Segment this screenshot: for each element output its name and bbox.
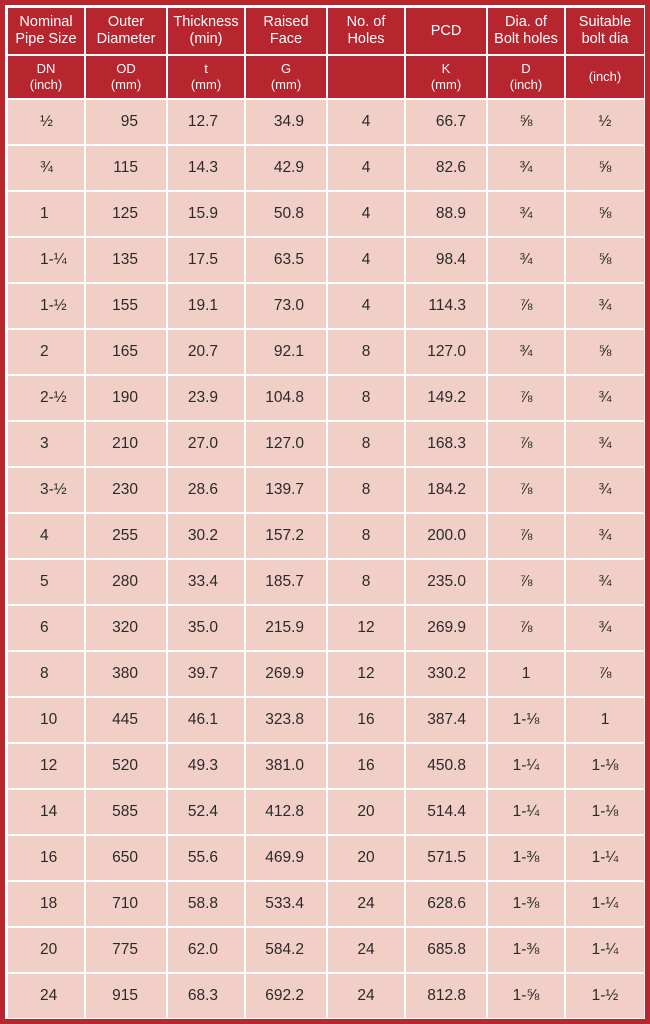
- header-raised-face-line-1: Raised: [263, 14, 309, 30]
- unit-nominal-pipe-size-line-1: DN: [36, 61, 56, 76]
- cell-pcd: 330.2: [405, 651, 487, 697]
- cell-pcd: 149.2: [405, 375, 487, 421]
- cell-outer-diameter: 135: [85, 237, 167, 283]
- cell-outer-diameter: 255: [85, 513, 167, 559]
- cell-outer-diameter: 775: [85, 927, 167, 973]
- cell-no-of-holes: 20: [327, 835, 405, 881]
- table-row: [7, 789, 645, 835]
- cell-no-of-holes: 8: [327, 559, 405, 605]
- cell-pcd: 812.8: [405, 973, 487, 1019]
- cell-raised-face: 381.0: [245, 743, 327, 789]
- cell-thickness: 27.0: [167, 421, 245, 467]
- cell-no-of-holes: 4: [327, 283, 405, 329]
- table-row: [7, 421, 645, 467]
- cell-raised-face: 127.0: [245, 421, 327, 467]
- table-row: [7, 697, 645, 743]
- cell-thickness: 68.3: [167, 973, 245, 1019]
- cell-raised-face: 185.7: [245, 559, 327, 605]
- cell-suitable-bolt-dia: 1-⅛: [565, 789, 645, 835]
- cell-thickness: 17.5: [167, 237, 245, 283]
- cell-thickness: 20.7: [167, 329, 245, 375]
- cell-dia-of-bolt-holes: ¾: [487, 329, 565, 375]
- table-row: [7, 651, 645, 697]
- flange-table-frame: [5, 5, 645, 1019]
- cell-dia-of-bolt-holes: 1: [487, 651, 565, 697]
- unit-suitable-bolt-dia-line-2: (inch): [588, 69, 622, 84]
- header-nominal-pipe-size-line-1: Nominal: [19, 14, 73, 30]
- cell-raised-face: 692.2: [245, 973, 327, 1019]
- table-header: [7, 7, 645, 99]
- cell-thickness: 14.3: [167, 145, 245, 191]
- header-suitable-bolt-dia-line-2: bolt dia: [581, 31, 629, 47]
- cell-no-of-holes: 8: [327, 467, 405, 513]
- cell-no-of-holes: 12: [327, 651, 405, 697]
- cell-nominal-pipe-size: 10: [7, 697, 85, 743]
- cell-no-of-holes: 8: [327, 329, 405, 375]
- header-outer-diameter-line-2: Diameter: [96, 31, 156, 47]
- cell-nominal-pipe-size: 1: [7, 191, 85, 237]
- cell-dia-of-bolt-holes: ⅞: [487, 559, 565, 605]
- cell-nominal-pipe-size: 20: [7, 927, 85, 973]
- cell-nominal-pipe-size: 18: [7, 881, 85, 927]
- cell-pcd: 571.5: [405, 835, 487, 881]
- table-row: [7, 237, 645, 283]
- cell-thickness: 33.4: [167, 559, 245, 605]
- cell-raised-face: 73.0: [245, 283, 327, 329]
- header-dia-of-bolt-holes-line-2: Bolt holes: [494, 31, 558, 47]
- cell-pcd: 66.7: [405, 99, 487, 145]
- cell-thickness: 55.6: [167, 835, 245, 881]
- cell-dia-of-bolt-holes: 1-⅜: [487, 927, 565, 973]
- cell-outer-diameter: 190: [85, 375, 167, 421]
- cell-dia-of-bolt-holes: ⅞: [487, 467, 565, 513]
- table-row: [7, 881, 645, 927]
- cell-dia-of-bolt-holes: ⅞: [487, 375, 565, 421]
- unit-outer-diameter-line-2: (mm): [110, 77, 142, 92]
- cell-outer-diameter: 115: [85, 145, 167, 191]
- cell-thickness: 58.8: [167, 881, 245, 927]
- cell-pcd: 98.4: [405, 237, 487, 283]
- cell-pcd: 450.8: [405, 743, 487, 789]
- table-row: [7, 927, 645, 973]
- table-row: [7, 329, 645, 375]
- cell-suitable-bolt-dia: ¾: [565, 513, 645, 559]
- cell-suitable-bolt-dia: ¾: [565, 559, 645, 605]
- header-pcd: [405, 7, 487, 55]
- cell-thickness: 30.2: [167, 513, 245, 559]
- cell-nominal-pipe-size: 4: [7, 513, 85, 559]
- unit-no-of-holes: [327, 55, 405, 99]
- cell-thickness: 23.9: [167, 375, 245, 421]
- cell-outer-diameter: 915: [85, 973, 167, 1019]
- table-row: [7, 743, 645, 789]
- unit-nominal-pipe-size-line-2: (inch): [29, 77, 63, 92]
- cell-thickness: 62.0: [167, 927, 245, 973]
- cell-suitable-bolt-dia: ¾: [565, 605, 645, 651]
- header-nominal-pipe-size: [7, 7, 85, 55]
- cell-dia-of-bolt-holes: 1-¼: [487, 743, 565, 789]
- table-row: [7, 99, 645, 145]
- header-outer-diameter: [85, 7, 167, 55]
- unit-raised-face: [245, 55, 327, 99]
- cell-dia-of-bolt-holes: ¾: [487, 191, 565, 237]
- cell-nominal-pipe-size: 5: [7, 559, 85, 605]
- header-no-of-holes-line-1: No. of: [346, 14, 386, 30]
- header-nominal-pipe-size-line-2: Pipe Size: [15, 31, 77, 47]
- cell-raised-face: 533.4: [245, 881, 327, 927]
- table-row: [7, 191, 645, 237]
- unit-thickness: [167, 55, 245, 99]
- cell-no-of-holes: 24: [327, 973, 405, 1019]
- header-suitable-bolt-dia: [565, 7, 645, 55]
- header-thickness-line-2: (min): [189, 31, 223, 47]
- cell-outer-diameter: 210: [85, 421, 167, 467]
- cell-no-of-holes: 20: [327, 789, 405, 835]
- cell-dia-of-bolt-holes: ⅞: [487, 605, 565, 651]
- table-row: [7, 513, 645, 559]
- cell-no-of-holes: 4: [327, 237, 405, 283]
- table-row: [7, 605, 645, 651]
- flange-dimensions-table: [6, 6, 645, 1019]
- cell-raised-face: 215.9: [245, 605, 327, 651]
- cell-thickness: 39.7: [167, 651, 245, 697]
- cell-dia-of-bolt-holes: ¾: [487, 145, 565, 191]
- cell-dia-of-bolt-holes: ⅞: [487, 513, 565, 559]
- cell-suitable-bolt-dia: 1: [565, 697, 645, 743]
- cell-suitable-bolt-dia: 1-⅛: [565, 743, 645, 789]
- cell-outer-diameter: 520: [85, 743, 167, 789]
- cell-nominal-pipe-size: 14: [7, 789, 85, 835]
- cell-pcd: 82.6: [405, 145, 487, 191]
- cell-outer-diameter: 320: [85, 605, 167, 651]
- cell-pcd: 200.0: [405, 513, 487, 559]
- cell-suitable-bolt-dia: 1-¼: [565, 927, 645, 973]
- unit-pcd-line-1: K: [441, 61, 451, 76]
- cell-outer-diameter: 710: [85, 881, 167, 927]
- cell-pcd: 235.0: [405, 559, 487, 605]
- cell-dia-of-bolt-holes: 1-⅜: [487, 881, 565, 927]
- cell-thickness: 15.9: [167, 191, 245, 237]
- cell-thickness: 49.3: [167, 743, 245, 789]
- cell-suitable-bolt-dia: ⅝: [565, 329, 645, 375]
- cell-nominal-pipe-size: 12: [7, 743, 85, 789]
- cell-thickness: 28.6: [167, 467, 245, 513]
- table-row: [7, 559, 645, 605]
- cell-outer-diameter: 585: [85, 789, 167, 835]
- cell-raised-face: 139.7: [245, 467, 327, 513]
- unit-dia-of-bolt-holes-line-2: (inch): [509, 77, 543, 92]
- header-dia-of-bolt-holes-line-1: Dia. of: [505, 14, 547, 30]
- cell-suitable-bolt-dia: ¾: [565, 467, 645, 513]
- cell-no-of-holes: 16: [327, 743, 405, 789]
- table-body: [7, 99, 645, 1019]
- cell-pcd: 114.3: [405, 283, 487, 329]
- cell-raised-face: 269.9: [245, 651, 327, 697]
- cell-raised-face: 157.2: [245, 513, 327, 559]
- cell-thickness: 46.1: [167, 697, 245, 743]
- cell-dia-of-bolt-holes: 1-⅛: [487, 697, 565, 743]
- cell-thickness: 12.7: [167, 99, 245, 145]
- cell-pcd: 127.0: [405, 329, 487, 375]
- cell-raised-face: 34.9: [245, 99, 327, 145]
- cell-nominal-pipe-size: 6: [7, 605, 85, 651]
- header-row-units: [7, 55, 645, 99]
- cell-nominal-pipe-size: 2: [7, 329, 85, 375]
- header-no-of-holes: [327, 7, 405, 55]
- table-row: [7, 283, 645, 329]
- cell-raised-face: 92.1: [245, 329, 327, 375]
- cell-outer-diameter: 165: [85, 329, 167, 375]
- unit-pcd: [405, 55, 487, 99]
- cell-dia-of-bolt-holes: ⅝: [487, 99, 565, 145]
- cell-no-of-holes: 4: [327, 145, 405, 191]
- header-thickness-line-1: Thickness: [173, 14, 239, 30]
- header-no-of-holes-line-2: Holes: [347, 31, 385, 47]
- cell-dia-of-bolt-holes: ⅞: [487, 283, 565, 329]
- cell-raised-face: 323.8: [245, 697, 327, 743]
- cell-raised-face: 412.8: [245, 789, 327, 835]
- cell-no-of-holes: 8: [327, 421, 405, 467]
- header-row-titles: [7, 7, 645, 55]
- cell-raised-face: 584.2: [245, 927, 327, 973]
- cell-nominal-pipe-size: 24: [7, 973, 85, 1019]
- table-row: [7, 835, 645, 881]
- cell-no-of-holes: 12: [327, 605, 405, 651]
- unit-thickness-line-2: (mm): [190, 77, 222, 92]
- header-outer-diameter-line-1: Outer: [107, 14, 145, 30]
- cell-pcd: 685.8: [405, 927, 487, 973]
- unit-thickness-line-1: t: [204, 61, 208, 76]
- cell-dia-of-bolt-holes: 1-⅝: [487, 973, 565, 1019]
- unit-pcd-line-2: (mm): [430, 77, 462, 92]
- cell-pcd: 184.2: [405, 467, 487, 513]
- cell-suitable-bolt-dia: ¾: [565, 283, 645, 329]
- cell-raised-face: 63.5: [245, 237, 327, 283]
- cell-dia-of-bolt-holes: ⅞: [487, 421, 565, 467]
- header-pcd-line-1: PCD: [430, 22, 462, 39]
- cell-outer-diameter: 95: [85, 99, 167, 145]
- cell-outer-diameter: 125: [85, 191, 167, 237]
- unit-raised-face-line-1: G: [280, 61, 292, 76]
- cell-pcd: 88.9: [405, 191, 487, 237]
- header-raised-face-line-2: Face: [269, 31, 303, 47]
- cell-outer-diameter: 445: [85, 697, 167, 743]
- table-row: [7, 375, 645, 421]
- cell-suitable-bolt-dia: ⅝: [565, 191, 645, 237]
- cell-outer-diameter: 650: [85, 835, 167, 881]
- cell-dia-of-bolt-holes: ¾: [487, 237, 565, 283]
- cell-no-of-holes: 16: [327, 697, 405, 743]
- cell-suitable-bolt-dia: ⅝: [565, 237, 645, 283]
- unit-outer-diameter-line-1: OD: [116, 61, 136, 76]
- cell-suitable-bolt-dia: ¾: [565, 421, 645, 467]
- cell-pcd: 387.4: [405, 697, 487, 743]
- cell-nominal-pipe-size: ¾: [7, 145, 85, 191]
- cell-pcd: 269.9: [405, 605, 487, 651]
- cell-outer-diameter: 380: [85, 651, 167, 697]
- unit-dia-of-bolt-holes: [487, 55, 565, 99]
- header-thickness: [167, 7, 245, 55]
- cell-pcd: 514.4: [405, 789, 487, 835]
- cell-suitable-bolt-dia: ½: [565, 99, 645, 145]
- cell-nominal-pipe-size: 3-½: [7, 467, 85, 513]
- header-dia-of-bolt-holes: [487, 7, 565, 55]
- cell-outer-diameter: 230: [85, 467, 167, 513]
- cell-outer-diameter: 280: [85, 559, 167, 605]
- cell-nominal-pipe-size: 1-½: [7, 283, 85, 329]
- cell-raised-face: 104.8: [245, 375, 327, 421]
- unit-outer-diameter: [85, 55, 167, 99]
- cell-suitable-bolt-dia: 1-¼: [565, 835, 645, 881]
- cell-thickness: 52.4: [167, 789, 245, 835]
- unit-suitable-bolt-dia: [565, 55, 645, 99]
- table-row: [7, 973, 645, 1019]
- unit-nominal-pipe-size: [7, 55, 85, 99]
- cell-no-of-holes: 4: [327, 99, 405, 145]
- cell-thickness: 35.0: [167, 605, 245, 651]
- cell-nominal-pipe-size: ½: [7, 99, 85, 145]
- table-row: [7, 145, 645, 191]
- cell-no-of-holes: 24: [327, 927, 405, 973]
- cell-nominal-pipe-size: 16: [7, 835, 85, 881]
- cell-no-of-holes: 8: [327, 513, 405, 559]
- cell-suitable-bolt-dia: ⅞: [565, 651, 645, 697]
- cell-outer-diameter: 155: [85, 283, 167, 329]
- cell-raised-face: 469.9: [245, 835, 327, 881]
- cell-nominal-pipe-size: 3: [7, 421, 85, 467]
- cell-suitable-bolt-dia: ⅝: [565, 145, 645, 191]
- unit-raised-face-line-2: (mm): [270, 77, 302, 92]
- cell-suitable-bolt-dia: ¾: [565, 375, 645, 421]
- cell-nominal-pipe-size: 2-½: [7, 375, 85, 421]
- cell-no-of-holes: 8: [327, 375, 405, 421]
- cell-thickness: 19.1: [167, 283, 245, 329]
- cell-pcd: 628.6: [405, 881, 487, 927]
- cell-dia-of-bolt-holes: 1-¼: [487, 789, 565, 835]
- cell-suitable-bolt-dia: 1-½: [565, 973, 645, 1019]
- cell-pcd: 168.3: [405, 421, 487, 467]
- unit-dia-of-bolt-holes-line-1: D: [521, 61, 531, 76]
- cell-raised-face: 42.9: [245, 145, 327, 191]
- cell-nominal-pipe-size: 8: [7, 651, 85, 697]
- cell-dia-of-bolt-holes: 1-⅜: [487, 835, 565, 881]
- cell-suitable-bolt-dia: 1-¼: [565, 881, 645, 927]
- header-suitable-bolt-dia-line-1: Suitable: [578, 14, 632, 30]
- cell-no-of-holes: 4: [327, 191, 405, 237]
- cell-nominal-pipe-size: 1-¼: [7, 237, 85, 283]
- table-row: [7, 467, 645, 513]
- header-raised-face: [245, 7, 327, 55]
- cell-raised-face: 50.8: [245, 191, 327, 237]
- cell-no-of-holes: 24: [327, 881, 405, 927]
